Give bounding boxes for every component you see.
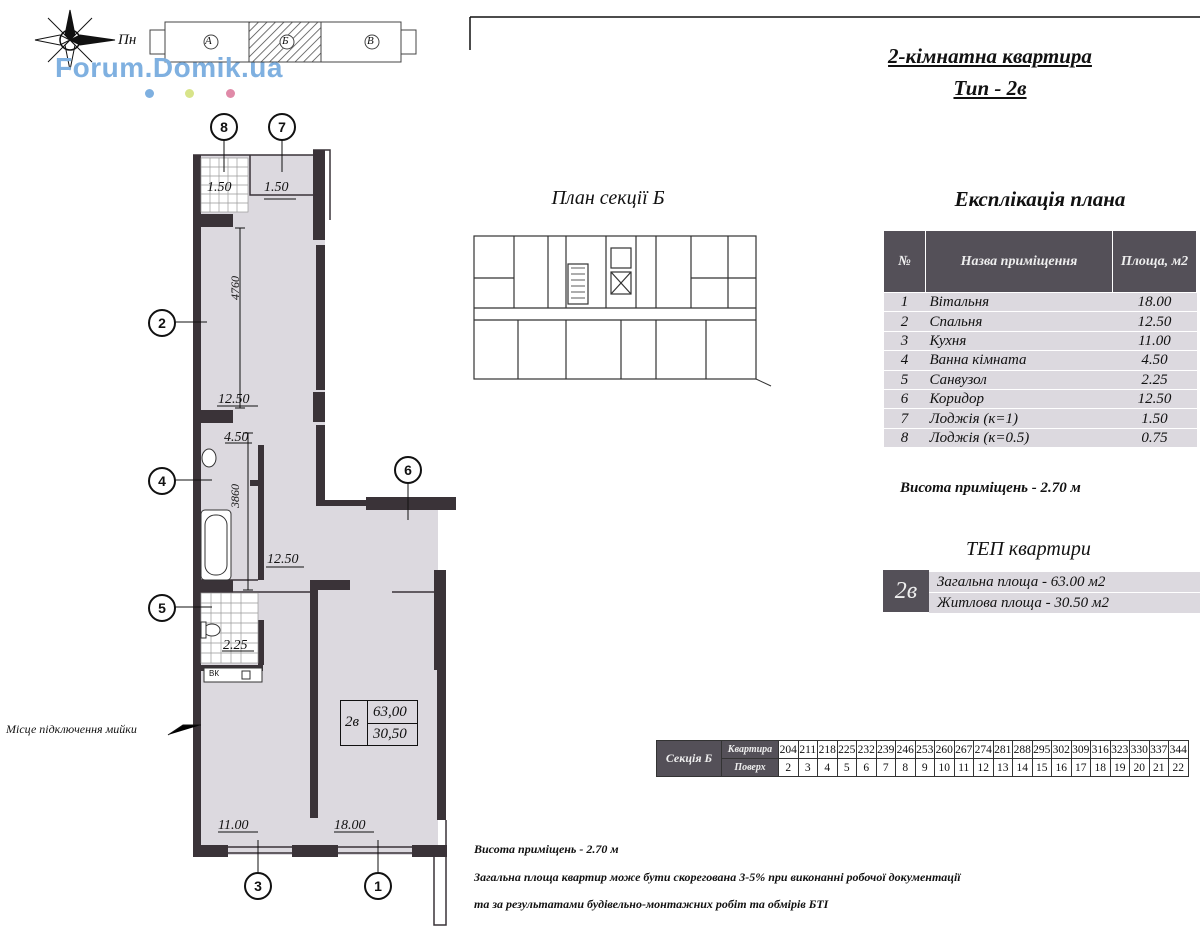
floor-cell: 11	[954, 759, 974, 777]
row-name: Лоджія (к=1)	[926, 409, 1113, 428]
floor-cell: 6	[857, 759, 877, 777]
apartment-title	[870, 44, 1110, 69]
room-marker-4: 4	[148, 467, 176, 495]
row-area: 12.50	[1113, 312, 1197, 331]
room-marker-7: 7	[268, 113, 296, 141]
plan-summary-box	[340, 700, 418, 746]
apartment-cell: 253	[915, 741, 935, 759]
row-name: Лоджія (к=0.5)	[926, 428, 1113, 447]
row-num: 6	[884, 389, 926, 408]
key-section-c: В	[367, 35, 374, 47]
apartment-cell: 302	[1052, 741, 1072, 759]
explication-table	[883, 230, 1197, 448]
row-num: 5	[884, 370, 926, 389]
table-row	[884, 293, 1197, 312]
table-row	[884, 389, 1197, 408]
dim-4760: 4760	[228, 276, 242, 300]
area-corridor: 12.50	[267, 552, 299, 567]
bathtub-icon	[201, 510, 231, 580]
row-area: 1.50	[1113, 409, 1197, 428]
vk-label: ВК	[209, 669, 219, 678]
summary-living: 30,50	[373, 726, 407, 742]
floor-cell: 17	[1071, 759, 1091, 777]
apartment-cell: 288	[1013, 741, 1033, 759]
apartment-cell: 204	[779, 741, 799, 759]
apartment-cell: 225	[837, 741, 857, 759]
floor-cell: 3	[798, 759, 818, 777]
room-marker-6: 6	[394, 456, 422, 484]
apartment-cell: 316	[1091, 741, 1111, 759]
row-num: 3	[884, 331, 926, 350]
ceiling-height-note: Висота приміщень - 2.70 м	[900, 480, 1081, 496]
watermark-dot	[185, 89, 194, 98]
floor-cell: 14	[1013, 759, 1033, 777]
apartment-cell: 246	[896, 741, 916, 759]
table-row	[884, 428, 1197, 447]
floor-cell: 16	[1052, 759, 1072, 777]
apartment-title-text: 2-кімнатна квартира	[888, 44, 1092, 68]
col-name-header: Назва приміщення	[926, 231, 1113, 293]
key-section-b: Б	[282, 35, 289, 47]
room-marker-8: 8	[210, 113, 238, 141]
area-bedroom: 12.50	[218, 392, 250, 407]
floor-cell: 4	[818, 759, 838, 777]
room-marker-1: 1	[364, 872, 392, 900]
apartment-cell: 239	[876, 741, 896, 759]
note-height: Висота приміщень - 2.70 м	[474, 842, 619, 856]
apartment-type	[870, 76, 1110, 101]
tep-total-area: Загальна площа - 63.00 м2	[929, 572, 1200, 592]
area-living: 18.00	[334, 818, 366, 833]
table-row	[884, 312, 1197, 331]
floor-cell: 20	[1130, 759, 1150, 777]
room-marker-5: 5	[148, 594, 176, 622]
table-row	[884, 370, 1197, 389]
row-num: 8	[884, 428, 926, 447]
area-loggia8: 1.50	[207, 180, 232, 195]
row-num: 1	[884, 293, 926, 312]
tep-type-badge: 2в	[883, 570, 929, 612]
floor-cell: 15	[1032, 759, 1052, 777]
apartment-cell: 337	[1149, 741, 1169, 759]
row-num: 7	[884, 409, 926, 428]
compass-north-label: Пн	[118, 32, 137, 48]
section-plan-title: План секції Б	[551, 187, 665, 209]
note-bti: та за результатами будівельно-монтажних робіт та обмірів БТІ	[474, 897, 829, 911]
section-plan-drawing	[466, 228, 776, 393]
floors-row	[657, 759, 1189, 777]
floor-cell: 12	[974, 759, 994, 777]
area-bath: 4.50	[224, 430, 249, 445]
row-name: Коридор	[926, 389, 1113, 408]
apartment-cell: 211	[798, 741, 818, 759]
dim-3860: 3860	[228, 484, 242, 508]
area-kitchen: 11.00	[218, 818, 249, 833]
apartments-row	[657, 741, 1189, 759]
floors-label: Поверх	[722, 759, 779, 777]
table-row	[884, 409, 1197, 428]
floor-cell: 10	[935, 759, 955, 777]
room-marker-3: 3	[244, 872, 272, 900]
apartment-cell: 323	[1110, 741, 1130, 759]
row-num: 2	[884, 312, 926, 331]
col-num-header: №	[884, 231, 926, 293]
apartment-cell: 218	[818, 741, 838, 759]
row-num: 4	[884, 351, 926, 370]
floor-cell: 19	[1110, 759, 1130, 777]
key-section-a: А	[205, 35, 212, 47]
floor-cell: 8	[896, 759, 916, 777]
table-row	[884, 331, 1197, 350]
row-name: Спальня	[926, 312, 1113, 331]
explication-title: Експлікація плана	[954, 187, 1126, 211]
row-name: Ванна кімната	[926, 351, 1113, 370]
summary-type: 2в	[345, 714, 360, 730]
row-name: Вітальня	[926, 293, 1113, 312]
row-area: 12.50	[1113, 389, 1197, 408]
apartments-label: Квартира	[722, 741, 779, 759]
row-area: 4.50	[1113, 351, 1197, 370]
apartment-floor-table	[656, 740, 1189, 777]
tep-title: ТЕП квартири	[966, 538, 1091, 560]
room-marker-2: 2	[148, 309, 176, 337]
apartment-cell: 281	[993, 741, 1013, 759]
col-area-header: Площа, м2	[1113, 231, 1197, 293]
apartment-cell: 309	[1071, 741, 1091, 759]
section-label: Секція Б	[657, 741, 722, 777]
row-area: 2.25	[1113, 370, 1197, 389]
sink-connection-label: Місце підключення мийки	[6, 722, 137, 736]
sink-icon	[202, 449, 216, 467]
note-area-adjust: Загальна площа квартир може бути скорегована 3-5% при виконанні робочої документації	[474, 870, 961, 884]
floor-cell: 7	[876, 759, 896, 777]
floor-cell: 9	[915, 759, 935, 777]
apartment-cell: 344	[1169, 741, 1189, 759]
row-area: 0.75	[1113, 428, 1197, 447]
area-wc: 2.25	[223, 638, 248, 653]
watermark: Forum.Domik.ua	[55, 52, 283, 83]
row-area: 11.00	[1113, 331, 1197, 350]
area-loggia7: 1.50	[264, 180, 289, 195]
explication-header-row	[884, 231, 1197, 293]
apartment-cell: 274	[974, 741, 994, 759]
row-name: Кухня	[926, 331, 1113, 350]
apartment-cell: 295	[1032, 741, 1052, 759]
floor-cell: 5	[837, 759, 857, 777]
apartment-cell: 330	[1130, 741, 1150, 759]
row-area: 18.00	[1113, 293, 1197, 312]
floor-cell: 21	[1149, 759, 1169, 777]
summary-total: 63,00	[373, 704, 407, 720]
apartment-cell: 232	[857, 741, 877, 759]
table-row	[884, 351, 1197, 370]
floor-cell: 13	[993, 759, 1013, 777]
floor-cell: 18	[1091, 759, 1111, 777]
floor-cell: 22	[1169, 759, 1189, 777]
apartment-cell: 267	[954, 741, 974, 759]
watermark-dot	[145, 89, 154, 98]
tep-living-area: Житлова площа - 30.50 м2	[929, 593, 1200, 613]
apartment-type-text: Тип - 2в	[953, 76, 1027, 100]
watermark-dot	[226, 89, 235, 98]
floor-cell: 2	[779, 759, 799, 777]
apartment-cell: 260	[935, 741, 955, 759]
row-name: Санвузол	[926, 370, 1113, 389]
